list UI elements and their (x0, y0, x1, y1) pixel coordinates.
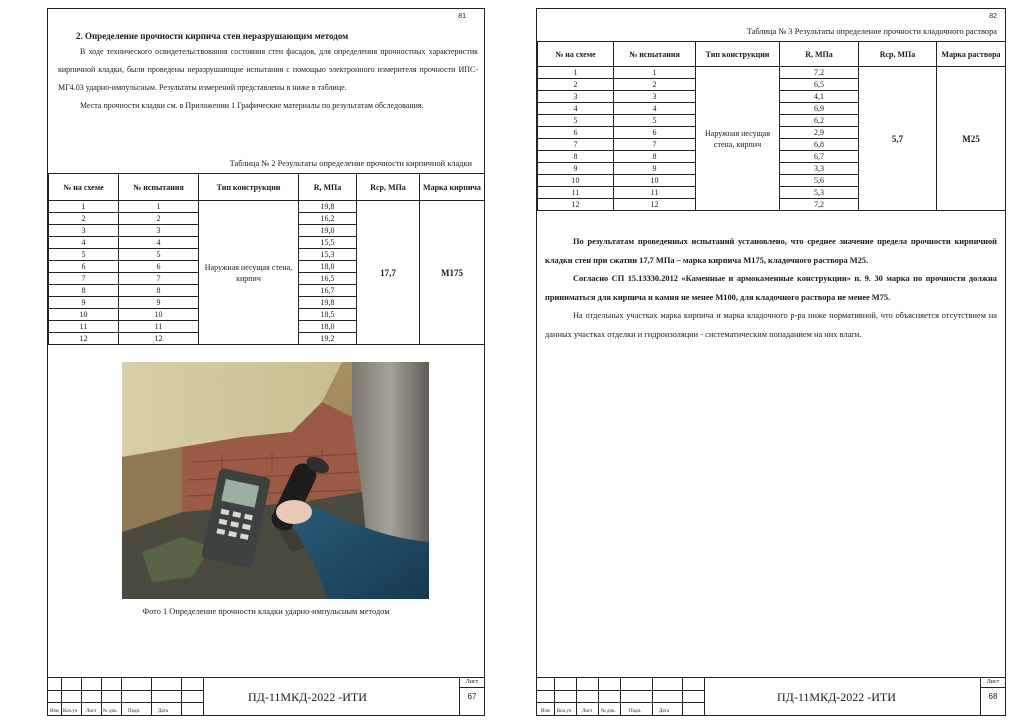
sheet-label: Лист (460, 679, 484, 688)
scheme-number-cell: 5 (538, 115, 614, 127)
strength-value-cell: 19,0 (299, 225, 357, 237)
section-title: 2. Определение прочности кирпича стен неразрушающим методом (76, 31, 349, 41)
scheme-number-cell: 7 (49, 273, 119, 285)
sheet-number: 67 (467, 692, 477, 701)
strength-value-cell: 7,2 (780, 67, 859, 79)
scheme-number-cell: 11 (538, 187, 614, 199)
test-number-cell: 5 (614, 115, 696, 127)
test-number-cell: 10 (119, 309, 199, 321)
stamp-label: Изм (50, 709, 59, 714)
test-number-cell: 1 (614, 67, 696, 79)
scheme-number-cell: 11 (49, 321, 119, 333)
scheme-number-cell: 12 (49, 333, 119, 345)
average-strength-cell: 5,7 (859, 67, 937, 211)
title-block (48, 677, 484, 715)
strength-value-cell: 4,1 (780, 91, 859, 103)
table-body (49, 201, 485, 345)
stamp-label: Лист (582, 709, 593, 714)
test-number-cell: 6 (119, 261, 199, 273)
sheet-label: Лист (981, 679, 1005, 688)
stamp-label: Кол.уч (63, 709, 78, 714)
scheme-number-cell: 6 (538, 127, 614, 139)
test-number-cell: 12 (614, 199, 696, 211)
table-caption: Таблица № 2 Результаты определение прочности кирпичной кладки (229, 159, 472, 168)
column-header: Марка кирпича (420, 174, 485, 201)
conclusion-paragraph: По результатам проведенных испытаний установлено, что среднее значение предела прочности кирпичной кладки стен при сжатии 17,7 МПа – марка кирпича М175, кладочного раствора М25. (545, 237, 997, 265)
document-code: ПД-11МКД-2022 -ИТИ (248, 690, 367, 704)
strength-value-cell: 6,9 (780, 103, 859, 115)
test-number-cell: 5 (119, 249, 199, 261)
strength-value-cell: 15,3 (299, 249, 357, 261)
grade-cell: М175 (420, 201, 485, 345)
strength-value-cell: 18,0 (299, 321, 357, 333)
scheme-number-cell: 3 (538, 91, 614, 103)
test-number-cell: 2 (119, 213, 199, 225)
stamp-label: № док. (601, 709, 616, 714)
test-number-cell: 3 (614, 91, 696, 103)
scheme-number-cell: 1 (538, 67, 614, 79)
column-header: № испытания (614, 42, 696, 67)
table-row (538, 67, 1006, 79)
stamp-label: Изм (541, 709, 550, 714)
stamp-label: Подп. (629, 709, 642, 714)
photo-caption: Фото 1 Определение прочности кладки ударно-импульсным методом (142, 607, 390, 616)
scheme-number-cell: 10 (49, 309, 119, 321)
paragraph-text: В ходе технического освидетельствования состояния стен фасадов, для определения прочностных характеристик кирпичной кладки, были проведены неразрушающие испытания с помощью электронного измерителя прочности ИПС-МГ4.03 ударно-импульсным. Результаты измерений представлены в ниже в таблице. (58, 47, 478, 92)
table-caption: Таблица № 3 Результаты определение прочности кладочного раствора (746, 27, 997, 36)
stamp-label: Дата (659, 709, 669, 714)
scheme-number-cell: 9 (49, 297, 119, 309)
scheme-number-cell: 2 (49, 213, 119, 225)
test-number-cell: 11 (119, 321, 199, 333)
column-header: Тип конструкции (696, 42, 780, 67)
strength-value-cell: 19,2 (299, 333, 357, 345)
strength-value-cell: 3,3 (780, 163, 859, 175)
column-header: Rср, МПа (357, 174, 420, 201)
strength-value-cell: 6,8 (780, 139, 859, 151)
left-page (47, 8, 485, 716)
scheme-number-cell: 7 (538, 139, 614, 151)
stamp-label: Подп. (128, 709, 141, 714)
strength-value-cell: 19,8 (299, 297, 357, 309)
test-number-cell: 8 (614, 151, 696, 163)
strength-value-cell: 16,5 (299, 273, 357, 285)
stamp-label: № док. (103, 709, 118, 714)
strength-value-cell: 6,2 (780, 115, 859, 127)
grade-cell: М25 (937, 67, 1006, 211)
test-number-cell: 3 (119, 225, 199, 237)
test-photo (122, 362, 429, 599)
strength-value-cell: 2,9 (780, 127, 859, 139)
scheme-number-cell: 4 (538, 103, 614, 115)
scheme-number-cell: 3 (49, 225, 119, 237)
strength-value-cell: 5,3 (780, 187, 859, 199)
column-header: № испытания (119, 174, 199, 201)
strength-value-cell: 19,8 (299, 201, 357, 213)
test-number-cell: 1 (119, 201, 199, 213)
test-number-cell: 6 (614, 127, 696, 139)
strength-value-cell: 6,5 (780, 79, 859, 91)
strength-value-cell: 18,0 (299, 261, 357, 273)
scheme-number-cell: 9 (538, 163, 614, 175)
scheme-number-cell: 4 (49, 237, 119, 249)
test-number-cell: 4 (614, 103, 696, 115)
sheet-box (459, 678, 484, 716)
paragraph-text: Места прочности кладки см. в Приложении 1 Графические материалы по результатам обследования. (80, 101, 424, 110)
column-header: № на схеме (538, 42, 614, 67)
scheme-number-cell: 10 (538, 175, 614, 187)
column-header: R, МПа (780, 42, 859, 67)
title-block (537, 677, 1005, 715)
strength-value-cell: 16,2 (299, 213, 357, 225)
strength-value-cell: 18,5 (299, 309, 357, 321)
column-header: R, МПа (299, 174, 357, 201)
sheet-box (980, 678, 1005, 716)
table-row (49, 201, 485, 213)
strength-value-cell: 7,2 (780, 199, 859, 211)
mortar-strength-table (537, 41, 1006, 211)
page-number: 81 (458, 13, 466, 20)
stamp-label: Кол.уч (557, 709, 572, 714)
column-header: Тип конструкции (199, 174, 299, 201)
stamp-label: Дата (158, 709, 168, 714)
test-number-cell: 8 (119, 285, 199, 297)
column-header: Rср, МПа (859, 42, 937, 67)
construction-type-cell: Наружная несущая стена, кирпич (199, 201, 299, 345)
strength-value-cell: 16,7 (299, 285, 357, 297)
table-body (538, 67, 1006, 211)
conclusion-paragraph: На отдельных участках марка кирпича и марка кладочного р-ра ниже нормативной, что объясняется отсутствием на данных участках отделки и гидроизоляции - систематическим попаданием на них влаги. (545, 311, 997, 339)
test-number-cell: 10 (614, 175, 696, 187)
stamp-label: Лист (86, 709, 97, 714)
document-code: ПД-11МКД-2022 -ИТИ (777, 690, 896, 704)
page-number: 82 (989, 13, 997, 20)
test-number-cell: 9 (119, 297, 199, 309)
average-strength-cell: 17,7 (357, 201, 420, 345)
test-number-cell: 12 (119, 333, 199, 345)
photo-image (122, 362, 429, 599)
test-number-cell: 11 (614, 187, 696, 199)
construction-type-cell: Наружная несущая стена, кирпич (696, 67, 780, 211)
scheme-number-cell: 5 (49, 249, 119, 261)
conclusion-paragraph: Согласно СП 15.13330.2012 «Каменные и армокаменные конструкции» п. 9. 30 марка по прочности должна приниматься для кирпича и камня не менее М100, для кладочного раствора не менее М75. (545, 274, 997, 302)
right-page (536, 8, 1006, 716)
strength-value-cell: 5,6 (780, 175, 859, 187)
scheme-number-cell: 8 (538, 151, 614, 163)
scheme-number-cell: 1 (49, 201, 119, 213)
test-number-cell: 4 (119, 237, 199, 249)
intro-paragraph (58, 43, 478, 115)
test-number-cell: 7 (614, 139, 696, 151)
strength-value-cell: 15,5 (299, 237, 357, 249)
test-number-cell: 7 (119, 273, 199, 285)
scheme-number-cell: 6 (49, 261, 119, 273)
column-header: № на схеме (49, 174, 119, 201)
test-number-cell: 9 (614, 163, 696, 175)
scheme-number-cell: 2 (538, 79, 614, 91)
sheet-number: 68 (988, 692, 998, 701)
brick-strength-table (48, 173, 485, 345)
test-number-cell: 2 (614, 79, 696, 91)
conclusions (545, 233, 997, 344)
column-header: Марка раствора (937, 42, 1006, 67)
scheme-number-cell: 8 (49, 285, 119, 297)
strength-value-cell: 6,7 (780, 151, 859, 163)
scheme-number-cell: 12 (538, 199, 614, 211)
